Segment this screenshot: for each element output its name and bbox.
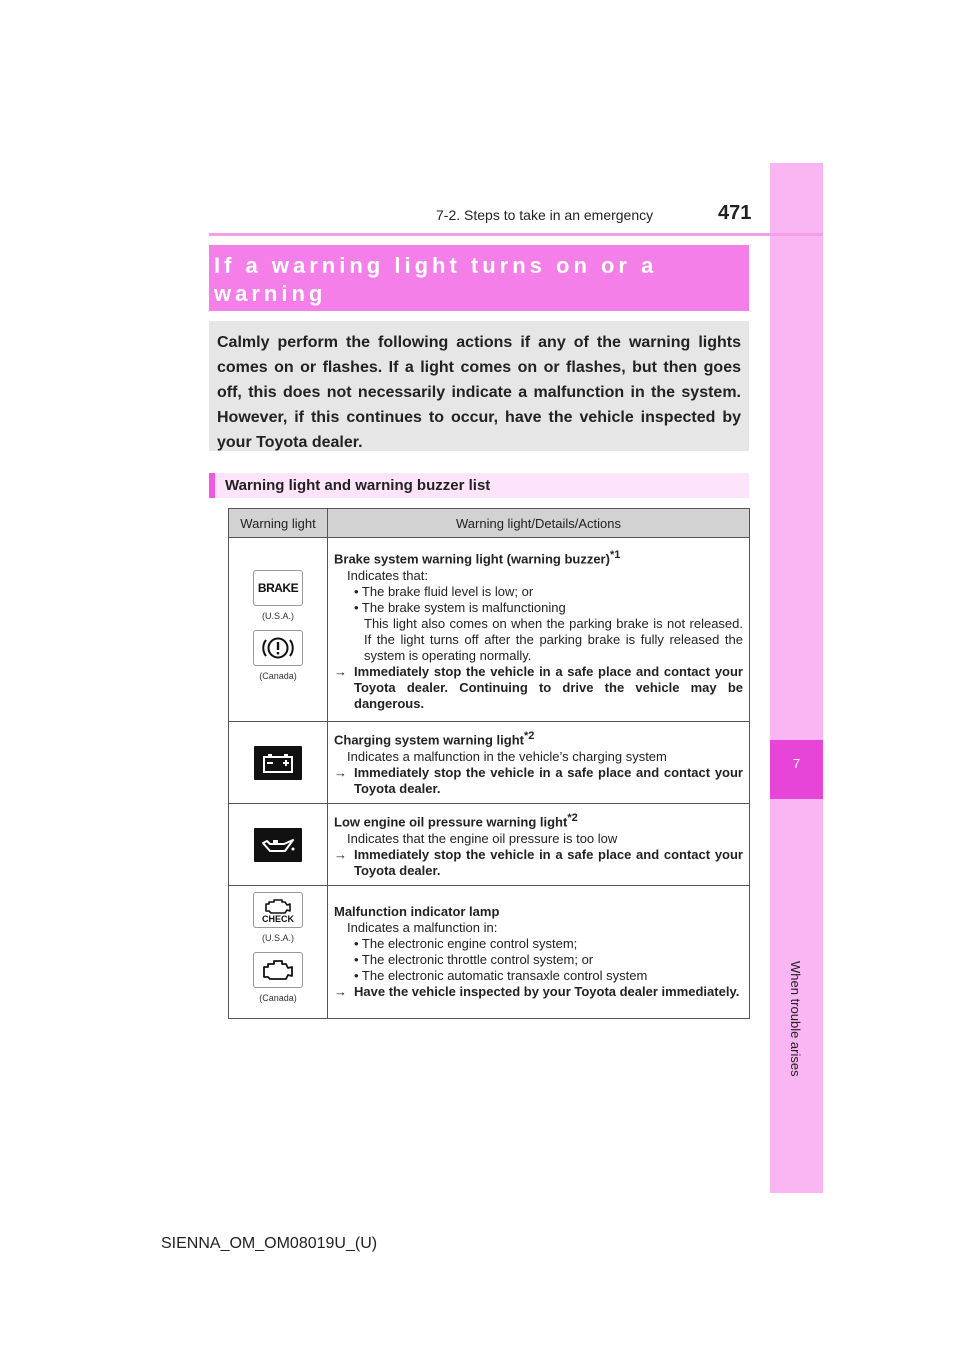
list-item: • The brake system is malfunctioning <box>354 599 566 615</box>
page-number: 471 <box>718 202 752 224</box>
brake-text-icon: BRAKE <box>253 570 303 606</box>
warning-title: Brake system warning light (warning buzzer)$^{*1}$ <box>334 549 621 567</box>
intro-text: Calmly perform the following actions if any of the warning lights comes on or flashes. If a light comes on or flashes, but then goes off, this does not necessarily indicate a malfunction in the system. However, if this continues to occur, have the vehicle inspected by your Toyota dealer. <box>217 334 741 451</box>
arrow-icon: → <box>334 846 347 862</box>
intro-box <box>209 321 749 451</box>
warning-details-cell <box>328 804 750 886</box>
warning-action: → Have the vehicle inspected by your Toyota dealer immediately. <box>334 984 740 999</box>
warning-details-cell <box>328 886 750 1019</box>
warning-description: Indicates a malfunction in the vehicle’s charging system <box>347 748 667 764</box>
warning-light-table <box>228 508 750 1019</box>
table-row <box>229 722 750 804</box>
table-row <box>229 804 750 886</box>
warning-icons-cell <box>229 722 328 804</box>
battery-icon <box>254 746 302 780</box>
warning-title: Malfunction indicator lamp <box>334 904 500 919</box>
list-item: • The electronic throttle control system; or <box>354 952 594 967</box>
warning-icons-cell <box>229 538 328 722</box>
arrow-icon: → <box>334 984 347 999</box>
chapter-title: When trouble arises <box>788 961 803 1077</box>
region-label: (Canada) <box>259 670 297 681</box>
warning-title: Low engine oil pressure warning light$^{*2}$ <box>334 812 578 830</box>
warning-icons-cell <box>229 804 328 886</box>
subsection-heading <box>209 473 749 498</box>
brake-exclamation-icon <box>253 630 303 666</box>
page-title-banner <box>209 245 749 311</box>
warning-note: This light also comes on when the parking brake is not released. If the light turns off after the parking brake is fully released the system is operating normally. <box>364 615 743 663</box>
page-title-line-1: If a warning light turns on or a warning <box>214 253 658 306</box>
warning-title: Charging system warning light$^{*2}$ <box>334 730 535 748</box>
section-title: 7-2. Steps to take in an emergency <box>436 207 654 223</box>
table-row <box>229 886 750 1019</box>
document-footer: SIENNA_OM_OM08019U_(U) <box>161 1235 378 1252</box>
column-header: Warning light <box>229 509 328 538</box>
table-header-row <box>229 509 750 538</box>
engine-icon <box>253 952 303 988</box>
table-row <box>229 538 750 722</box>
chapter-number: 7 <box>792 756 801 771</box>
header-rule <box>209 233 823 236</box>
column-header: Warning light/Details/Actions <box>328 509 750 538</box>
warning-details-cell <box>328 722 750 804</box>
warning-action: → Immediately stop the vehicle in a safe place and contact your Toyota dealer. <box>334 846 743 878</box>
arrow-icon: → <box>334 764 347 780</box>
region-label: (U.S.A.) <box>261 610 294 621</box>
list-item: • The electronic engine control system; <box>354 936 578 951</box>
list-item: • The electronic automatic transaxle control system <box>354 968 648 983</box>
warning-details-cell <box>328 538 750 722</box>
chapter-sidebar <box>770 163 823 1193</box>
region-label: (Canada) <box>259 993 297 1003</box>
subsection-accent <box>209 473 215 498</box>
warning-description: Indicates that: <box>347 567 428 583</box>
region-label: (U.S.A.) <box>261 933 294 943</box>
subsection-title: Warning light and warning buzzer list <box>225 477 491 494</box>
warning-description: Indicates a malfunction in: <box>347 920 498 935</box>
warning-action: → Immediately stop the vehicle in a safe place and contact your Toyota dealer. Continuing to drive the vehicle may be dangerous. <box>334 663 743 711</box>
list-item: • The brake fluid level is low; or <box>354 583 534 599</box>
check-engine-icon: CHECK <box>253 892 303 928</box>
warning-description: Indicates that the engine oil pressure is too low <box>347 830 618 846</box>
arrow-icon: → <box>334 663 347 679</box>
warning-action: → Immediately stop the vehicle in a safe place and contact your Toyota dealer. <box>334 764 743 796</box>
warning-icons-cell <box>229 886 328 1019</box>
oil-can-icon <box>254 828 302 862</box>
